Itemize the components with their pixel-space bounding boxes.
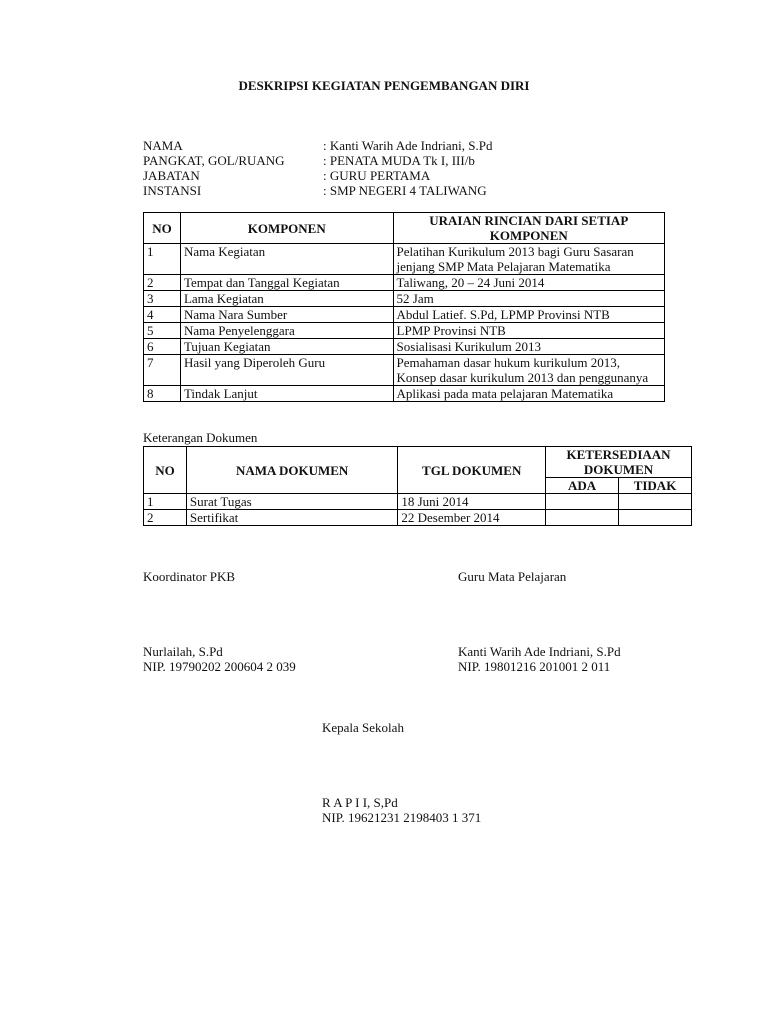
cell-no: 6 [144, 339, 181, 355]
table-row [144, 494, 692, 510]
header-nama-dokumen: NAMA DOKUMEN [186, 447, 397, 494]
cell-komponen: Tempat dan Tanggal Kegiatan [180, 275, 393, 291]
table-row [144, 510, 692, 526]
cell-tgl-dokumen: 22 Desember 2014 [398, 510, 546, 526]
kepala-role: Kepala Sekolah [322, 720, 404, 735]
identity-value: : Kanti Warih Ade Indriani, S.Pd [323, 138, 493, 153]
cell-uraian: LPMP Provinsi NTB [393, 323, 664, 339]
cell-komponen: Lama Kegiatan [180, 291, 393, 307]
cell-tidak [619, 510, 692, 526]
guru-role: Guru Mata Pelajaran [458, 569, 567, 584]
cell-komponen: Hasil yang Diperoleh Guru [180, 355, 393, 386]
cell-no: 2 [144, 510, 187, 526]
table-header-row [144, 213, 665, 244]
cell-nama-dokumen: Sertifikat [186, 510, 397, 526]
table-row [144, 291, 665, 307]
table-row [144, 339, 665, 355]
cell-tidak [619, 494, 692, 510]
table-row [144, 386, 665, 402]
cell-no: 2 [144, 275, 181, 291]
guru-nip: NIP. 19801216 201001 2 011 [458, 659, 611, 674]
cell-no: 5 [144, 323, 181, 339]
cell-tgl-dokumen: 18 Juni 2014 [398, 494, 546, 510]
cell-uraian: Pelatihan Kurikulum 2013 bagi Guru Sasaran jenjang SMP Mata Pelajaran Matematika [393, 244, 664, 275]
cell-uraian: Pemahaman dasar hukum kurikulum 2013, Konsep dasar kurikulum 2013 dan penggunanya [393, 355, 664, 386]
table-row [144, 275, 665, 291]
document-title: DESKRIPSI KEGIATAN PENGEMBANGAN DIRI [238, 78, 530, 93]
cell-komponen: Nama Nara Sumber [180, 307, 393, 323]
cell-uraian: Aplikasi pada mata pelajaran Matematika [393, 386, 664, 402]
identity-value: : SMP NEGERI 4 TALIWANG [323, 183, 487, 198]
identity-value: : PENATA MUDA Tk I, III/b [323, 153, 475, 168]
cell-komponen: Nama Penyelenggara [180, 323, 393, 339]
table-row [144, 244, 665, 275]
identity-label: NAMA [143, 138, 183, 153]
table-row [144, 355, 665, 386]
cell-no: 7 [144, 355, 181, 386]
components-table [143, 212, 665, 402]
kepala-nip: NIP. 19621231 2198403 1 371 [322, 810, 482, 825]
cell-no: 8 [144, 386, 181, 402]
header-no: NO [144, 213, 181, 244]
cell-no: 3 [144, 291, 181, 307]
guru-name: Kanti Warih Ade Indriani, S.Pd [458, 644, 621, 659]
cell-komponen: Nama Kegiatan [180, 244, 393, 275]
table-row [144, 307, 665, 323]
kepala-name: R A P I I, S,Pd [322, 795, 398, 810]
identity-value: : GURU PERTAMA [323, 168, 431, 183]
header-tidak: TIDAK [619, 478, 692, 494]
koordinator-role: Koordinator PKB [143, 569, 236, 584]
documents-table [143, 446, 692, 526]
cell-no: 1 [144, 494, 187, 510]
cell-uraian: Abdul Latief. S.Pd, LPMP Provinsi NTB [393, 307, 664, 323]
header-tgl-dokumen: TGL DOKUMEN [398, 447, 546, 494]
header-komponen: KOMPONEN [180, 213, 393, 244]
cell-ada [546, 510, 619, 526]
koordinator-name: Nurlailah, S.Pd [143, 644, 223, 659]
koordinator-nip: NIP. 19790202 200604 2 039 [143, 659, 296, 674]
cell-uraian: Sosialisasi Kurikulum 2013 [393, 339, 664, 355]
cell-uraian: 52 Jam [393, 291, 664, 307]
identity-label: JABATAN [143, 168, 200, 183]
table-row [144, 323, 665, 339]
identity-label: INSTANSI [143, 183, 202, 198]
cell-nama-dokumen: Surat Tugas [186, 494, 397, 510]
cell-no: 4 [144, 307, 181, 323]
cell-komponen: Tindak Lanjut [180, 386, 393, 402]
header-ada: ADA [546, 478, 619, 494]
cell-uraian: Taliwang, 20 – 24 Juni 2014 [393, 275, 664, 291]
cell-no: 1 [144, 244, 181, 275]
cell-ada [546, 494, 619, 510]
documents-caption: Keterangan Dokumen [143, 430, 258, 445]
table-header-row [144, 447, 692, 478]
header-ketersediaan: KETERSEDIAAN DOKUMEN [546, 447, 692, 478]
identity-label: PANGKAT, GOL/RUANG [143, 153, 285, 168]
header-no: NO [144, 447, 187, 494]
cell-komponen: Tujuan Kegiatan [180, 339, 393, 355]
header-uraian: URAIAN RINCIAN DARI SETIAP KOMPONEN [393, 213, 664, 244]
